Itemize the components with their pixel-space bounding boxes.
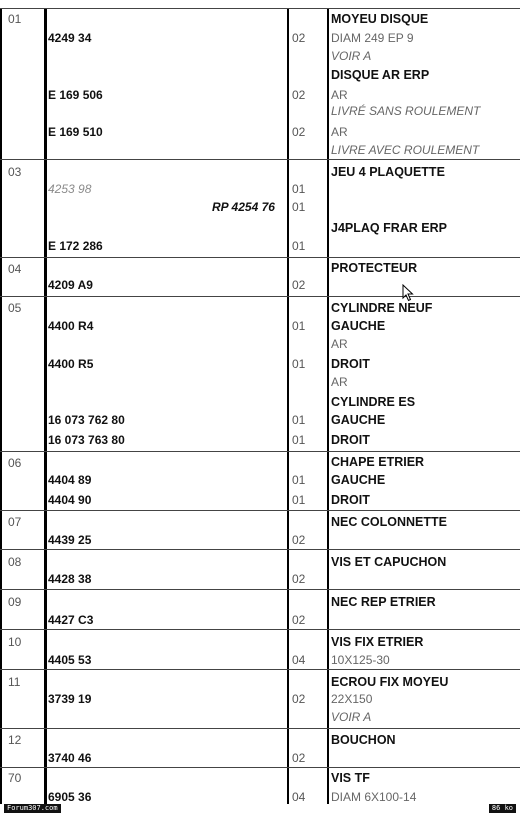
part-reference: 4209 A9 — [48, 278, 93, 292]
part-name: JEU 4 PLAQUETTE — [331, 165, 445, 179]
part-reference: 4428 38 — [48, 572, 92, 586]
row-divider — [0, 549, 520, 550]
part-name: BOUCHON — [331, 733, 396, 747]
part-detail: AR — [331, 125, 348, 139]
part-name: GAUCHE — [331, 319, 386, 333]
part-reference: 4400 R4 — [48, 319, 94, 333]
column-divider — [287, 8, 289, 806]
column-divider — [327, 8, 329, 806]
part-reference: 16 073 763 80 — [48, 433, 125, 447]
row-divider — [0, 767, 520, 768]
part-name: DROIT — [331, 433, 370, 447]
item-number: 04 — [8, 262, 22, 276]
quantity: 02 — [292, 692, 306, 706]
part-note: VOIR A — [331, 49, 372, 63]
part-reference: 16 073 762 80 — [48, 413, 125, 427]
mouse-cursor-icon — [402, 284, 414, 302]
part-name: VIS TF — [331, 771, 370, 785]
part-name: CHAPE ETRIER — [331, 455, 425, 469]
item-number: 09 — [8, 595, 22, 609]
quantity: 01 — [292, 413, 306, 427]
part-note: LIVRÉ SANS ROULEMENT — [331, 104, 481, 118]
part-reference: 4253 98 — [48, 182, 92, 196]
quantity: 01 — [292, 182, 306, 196]
row-divider — [0, 728, 520, 729]
part-reference: RP 4254 76 — [212, 200, 275, 214]
part-name: CYLINDRE ES — [331, 395, 416, 409]
part-name: ECROU FIX MOYEU — [331, 675, 449, 689]
part-detail: AR — [331, 337, 348, 351]
quantity: 04 — [292, 653, 306, 667]
part-name: J4PLAQ FRAR ERP — [331, 221, 447, 235]
quantity: 02 — [292, 751, 306, 765]
quantity: 01 — [292, 473, 306, 487]
part-name: NEC COLONNETTE — [331, 515, 447, 529]
part-detail: AR — [331, 88, 348, 102]
part-name: VIS FIX ETRIER — [331, 635, 424, 649]
part-reference: E 169 510 — [48, 125, 103, 139]
part-reference: 4404 89 — [48, 473, 92, 487]
quantity: 02 — [292, 88, 306, 102]
part-note: LIVRE AVEC ROULEMENT — [331, 143, 480, 157]
part-detail: AR — [331, 375, 348, 389]
row-divider — [0, 451, 520, 452]
item-number: 06 — [8, 456, 22, 470]
part-name: DISQUE AR ERP — [331, 68, 430, 82]
quantity: 01 — [292, 357, 306, 371]
item-number: 05 — [8, 301, 22, 315]
column-divider — [0, 8, 2, 806]
quantity: 02 — [292, 31, 306, 45]
part-reference: 4249 34 — [48, 31, 92, 45]
part-detail: DIAM 6X100-14 — [331, 790, 417, 804]
part-name: DROIT — [331, 357, 370, 371]
part-name: MOYEU DISQUE — [331, 12, 429, 26]
quantity: 02 — [292, 533, 306, 547]
column-divider — [44, 8, 47, 806]
part-reference: 4404 90 — [48, 493, 92, 507]
row-divider — [0, 510, 520, 511]
item-number: 03 — [8, 165, 22, 179]
row-divider — [0, 159, 520, 160]
quantity: 01 — [292, 433, 306, 447]
part-reference: 4439 25 — [48, 533, 92, 547]
part-reference: 4427 C3 — [48, 613, 94, 627]
part-name: DROIT — [331, 493, 370, 507]
item-number: 07 — [8, 515, 22, 529]
part-reference: 3739 19 — [48, 692, 92, 706]
row-divider — [0, 589, 520, 590]
part-name: PROTECTEUR — [331, 261, 418, 275]
part-reference: 3740 46 — [48, 751, 92, 765]
part-detail: 10X125-30 — [331, 653, 390, 667]
quantity: 02 — [292, 278, 306, 292]
file-size-badge: 86 ko — [489, 804, 516, 813]
quantity: 01 — [292, 319, 306, 333]
part-reference: E 172 286 — [48, 239, 103, 253]
site-watermark: Forum307.com — [4, 804, 61, 813]
part-name: GAUCHE — [331, 413, 386, 427]
part-note: VOIR A — [331, 710, 372, 724]
quantity: 01 — [292, 493, 306, 507]
item-number: 70 — [8, 771, 22, 785]
part-reference: 4400 R5 — [48, 357, 94, 371]
quantity: 02 — [292, 125, 306, 139]
item-number: 11 — [8, 675, 21, 689]
quantity: 01 — [292, 200, 306, 214]
part-name: CYLINDRE NEUF — [331, 301, 433, 315]
item-number: 08 — [8, 555, 22, 569]
row-divider — [0, 8, 520, 9]
part-detail: 22X150 — [331, 692, 373, 706]
quantity: 02 — [292, 613, 306, 627]
row-divider — [0, 669, 520, 670]
part-reference: E 169 506 — [48, 88, 103, 102]
item-number: 01 — [8, 12, 22, 26]
row-divider — [0, 629, 520, 630]
footer-bar — [0, 804, 520, 814]
part-name: GAUCHE — [331, 473, 386, 487]
item-number: 10 — [8, 635, 22, 649]
quantity: 04 — [292, 790, 306, 804]
row-divider — [0, 296, 520, 297]
quantity: 02 — [292, 572, 306, 586]
row-divider — [0, 257, 520, 258]
part-name: VIS ET CAPUCHON — [331, 555, 447, 569]
part-reference: 6905 36 — [48, 790, 92, 804]
part-name: NEC REP ETRIER — [331, 595, 436, 609]
part-detail: DIAM 249 EP 9 — [331, 31, 414, 45]
part-reference: 4405 53 — [48, 653, 92, 667]
item-number: 12 — [8, 733, 22, 747]
quantity: 01 — [292, 239, 306, 253]
